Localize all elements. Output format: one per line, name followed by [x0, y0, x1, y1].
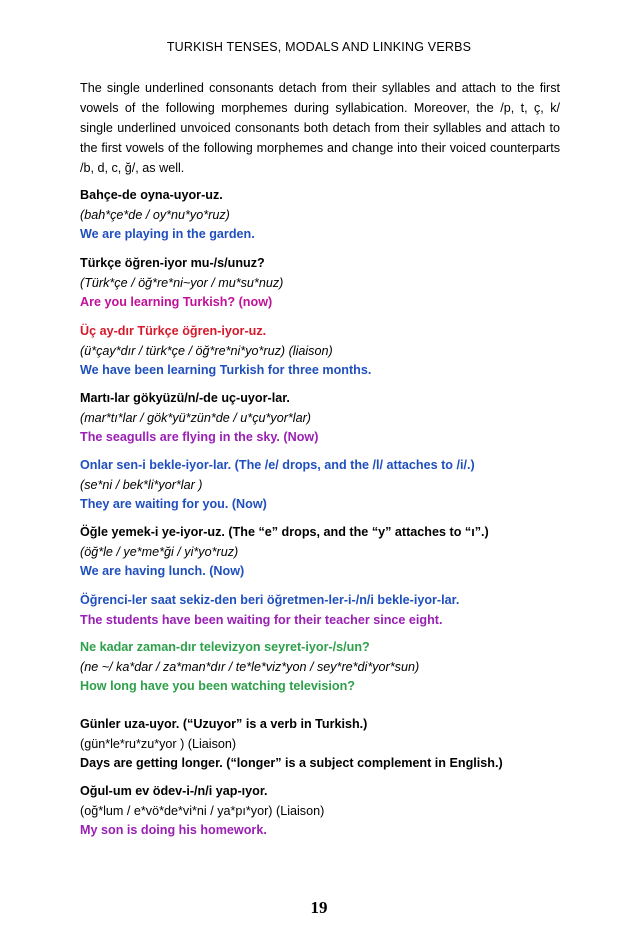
intro-paragraph: The single underlined consonants detach from their syllables and attach to the first vowels of the following morphemes during syllabication. Moreover, the /p, t, ç, k/ single underlined unvoiced consonants both detach from their syllables and attach to the first vowels of the following morphemes and change into their voiced counterparts /b, d, c, ğ/, as well.	[80, 81, 560, 175]
example-turkish: Türkçe öğren-iyor mu-/s/unuz?	[80, 256, 265, 270]
example-6	[80, 523, 560, 582]
example-english: The seagulls are flying in the sky. (Now)	[80, 430, 319, 445]
example-syllables: (se*ni / bek*li*yor*lar )	[80, 477, 203, 492]
example-english: They are waiting for you. (Now)	[80, 497, 267, 512]
example-turkish: Martı-lar gökyüzü/n/-de uç-uyor-lar.	[80, 391, 290, 405]
example-turkish: Ne kadar zaman-dır televizyon seyret-iyor-/s/un?	[80, 640, 370, 654]
example-english: My son is doing his homework.	[80, 823, 267, 838]
example-turkish: Öğrenci-ler saat sekiz-den beri öğretmen-ler-i-/n/i bekle-iyor-lar.	[80, 593, 460, 607]
example-syllables: (ü*çay*dır / türk*çe / öğ*re*ni*yo*ruz) (liaison)	[80, 343, 333, 358]
example-turkish: Onlar sen-i bekle-iyor-lar. (The /e/ drops, and the /l/ attaches to /i/.)	[80, 458, 475, 472]
page-header: TURKISH TENSES, MODALS AND LINKING VERBS	[166, 40, 472, 54]
example-english: Are you learning Turkish? (now)	[80, 295, 273, 310]
example-syllables: (gün*le*ru*zu*yor ) (Liaison)	[80, 736, 237, 751]
example-turkish: Oğul-um ev ödev-i-/n/i yap-ıyor.	[80, 784, 268, 798]
example-9	[80, 715, 560, 774]
example-1	[80, 186, 560, 245]
example-syllables: (Türk*çe / öğ*re*ni~yor / mu*su*nuz)	[80, 275, 284, 290]
example-turkish: Öğle yemek-i ye-iyor-uz. (The “e” drops, and the “y” attaches to “ı”.)	[80, 525, 489, 539]
example-7	[80, 591, 560, 630]
example-english: The students have been waiting for their teacher since eight.	[80, 612, 443, 627]
example-3	[80, 322, 560, 381]
example-turkish: Bahçe-de oyna-uyor-uz.	[80, 188, 223, 202]
example-english: We are playing in the garden.	[80, 227, 255, 242]
example-syllables: (öğ*le / ye*me*ği / yi*yo*ruz)	[80, 544, 239, 559]
example-english: How long have you been watching television?	[80, 679, 356, 694]
example-4	[80, 389, 560, 448]
example-5	[80, 456, 560, 515]
example-2	[80, 254, 560, 313]
example-8	[80, 638, 560, 697]
example-10	[80, 782, 560, 841]
example-syllables: (ne ~/ ka*dar / za*man*dır / te*le*viz*yon / sey*re*di*yor*sun)	[80, 659, 420, 674]
example-english: We are having lunch. (Now)	[80, 564, 245, 579]
example-syllables: (bah*çe*de / oy*nu*yo*ruz)	[80, 207, 230, 222]
example-turkish: Üç ay-dır Türkçe öğren-iyor-uz.	[80, 324, 267, 338]
page-number: 19	[310, 898, 328, 917]
example-english: Days are getting longer. (“longer” is a subject complement in English.)	[80, 756, 503, 771]
example-syllables: (oğ*lum / e*vö*de*vi*ni / ya*pı*yor) (Liaison)	[80, 803, 325, 818]
example-turkish: Günler uza-uyor. (“Uzuyor” is a verb in Turkish.)	[80, 717, 368, 731]
example-syllables: (mar*tı*lar / gök*yü*zün*de / u*çu*yor*lar)	[80, 410, 311, 425]
example-english: We have been learning Turkish for three months.	[80, 363, 372, 378]
